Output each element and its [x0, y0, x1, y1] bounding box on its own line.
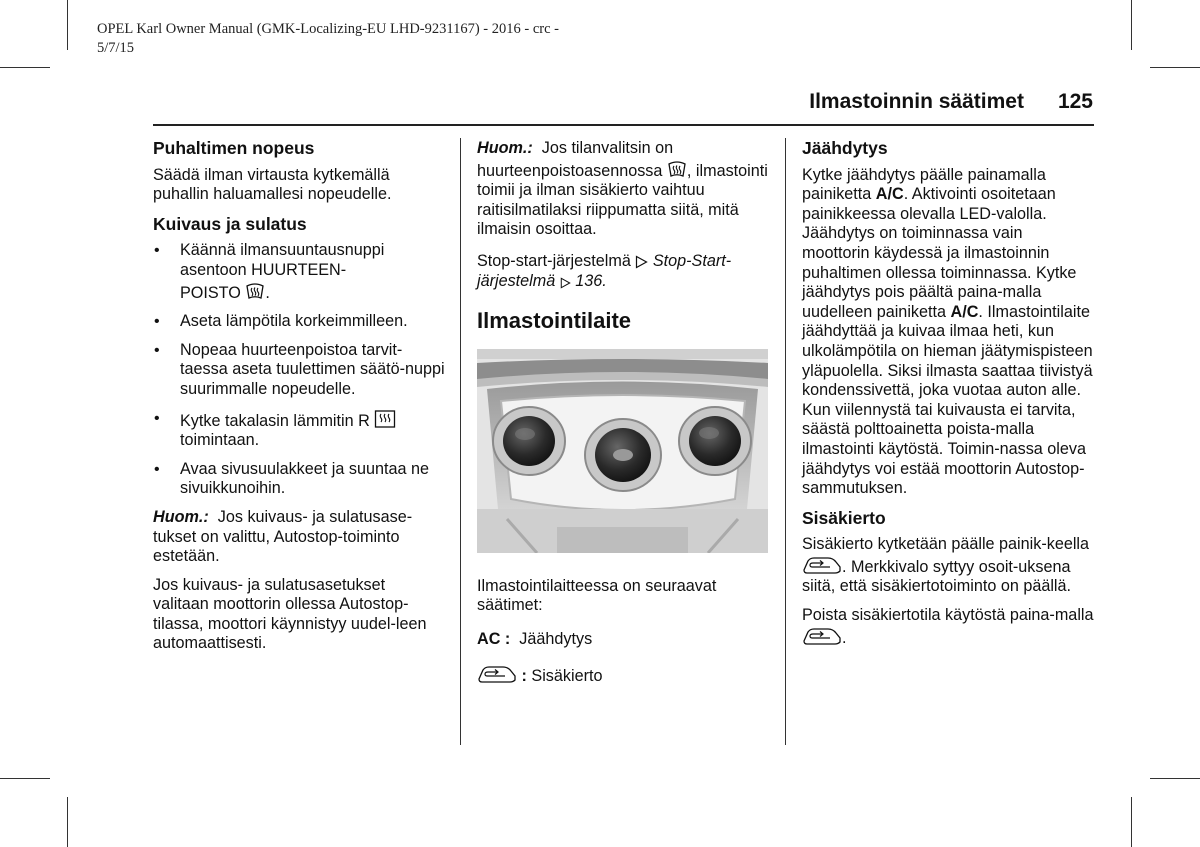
page-header	[700, 90, 1093, 114]
crop-mark	[1150, 67, 1200, 68]
column-middle	[477, 139, 772, 695]
cross-reference-triangle-icon	[560, 277, 571, 289]
rear-window-heater-icon	[374, 409, 396, 429]
note: Huom.: Jos tilanvalitsin on huurteenpoistoasennossa , ilmastointi toimii ja ilman sisäkierto vaihtuu raitisilmatilaksi riippumatta siitä, mitä ilmaisin osoittaa.	[477, 139, 768, 239]
column-right	[802, 139, 1094, 657]
cross-reference-triangle-icon	[635, 255, 648, 269]
paragraph: Ilmastointilaitteessa on seuraavat säätimet:	[477, 576, 717, 615]
header-rule	[153, 124, 1094, 126]
page-number: 125	[1057, 90, 1093, 113]
list-item: • Nopeaa huurteenpoistoa tarvit-taessa aseta tuulettimen säätö-nuppi suurimmalle nopeudelle.	[153, 341, 445, 400]
crop-mark	[0, 67, 50, 68]
paragraph: Säädä ilman virtausta kytkemällä puhallin haluamallesi nopeudelle.	[153, 165, 392, 204]
air-recirculation-icon	[802, 555, 842, 575]
list-item: • Aseta lämpötila korkeimmilleen.	[153, 312, 445, 332]
section-title: Ilmastoinnin säätimet	[809, 90, 1024, 113]
paragraph: Kytke jäähdytys päälle painamalla painiketta A/C. Aktivointi osoitetaan painikkeessa olevalla LED-valolla. Jäähdytys on toiminnassa vain moottorin käydessä ja ilmastoinnin puhaltimen ollessa toiminnassa. Kytke jäähdytys pois päältä paina-malla uudelleen painiketta A/C. Ilmastointilaite jäähdyttää ja kuivaa ilmaa heti, kun ulkolämpötila on hieman jäätymispisteen yläpuolella. Siksi ilmasta saattaa tiivistyä kondenssivettä, joka vuotaa auton alle. Kun viilennystä tai kuivausta ei tarvita, säästä polttoainetta poista-malla ilmastointi käytöstä. Toimin-nassa oleva jäähdytys voi estää moottorin Autostop-sammutuksen.	[802, 165, 1093, 498]
air-recirculation-icon	[477, 664, 517, 684]
paragraph: Poista sisäkiertotila käytöstä paina-malla .	[802, 606, 1094, 647]
print-metadata: OPEL Karl Owner Manual (GMK-Localizing-EU LHD-9231167) - 2016 - crc - 5/7/15	[97, 21, 559, 56]
list-item: • Käännä ilmansuuntausnuppi asentoon HUURTEEN- POISTO .	[153, 241, 445, 303]
crop-mark	[67, 0, 68, 50]
crop-mark	[1131, 0, 1132, 50]
note: Huom.: Jos kuivaus- ja sulatusase-tukset on valittu, Autostop-toiminto estetään.	[153, 507, 413, 566]
heading-fan-speed: Puhaltimen nopeus	[153, 138, 315, 158]
cross-reference[interactable]: Stop-start-järjestelmä Stop-Start-järjestelmä 136.	[477, 251, 732, 290]
paragraph: Sisäkierto kytketään päälle painik-keella . Merkkivalo syttyy osoit-uksena siitä, että sisäkiertotoiminto on päällä.	[802, 535, 1090, 596]
column-left	[153, 139, 445, 663]
column-divider	[785, 138, 786, 745]
crop-mark	[1131, 797, 1132, 847]
air-recirculation-icon	[802, 626, 842, 646]
list-item: • Avaa sivusuulakkeet ja suuntaa ne sivuikkunoihin.	[153, 460, 445, 499]
climate-control-panel-photo	[477, 349, 768, 553]
paragraph: Jos kuivaus- ja sulatusasetukset valitaan moottorin ollessa Autostop-tilassa, moottori käynnistyy uudel-leen automaattisesti.	[153, 575, 427, 653]
windshield-defrost-icon	[245, 281, 265, 301]
column-divider	[460, 138, 461, 745]
windshield-defrost-icon	[667, 159, 687, 179]
heading-air-conditioning: Ilmastointilaite	[477, 308, 632, 334]
crop-mark	[0, 778, 50, 779]
demist-steps	[153, 241, 445, 499]
list-item: • Kytke takalasin lämmitin R toimintaan.	[153, 409, 445, 451]
control-recirculation: : Sisäkierto	[477, 664, 772, 687]
crop-mark	[67, 797, 68, 847]
heading-demisting: Kuivaus ja sulatus	[153, 213, 307, 234]
heading-cooling: Jäähdytys	[802, 138, 888, 158]
control-ac: AC : Jäähdytys	[477, 629, 593, 648]
heading-recirculation: Sisäkierto	[802, 507, 886, 528]
crop-mark	[1150, 778, 1200, 779]
